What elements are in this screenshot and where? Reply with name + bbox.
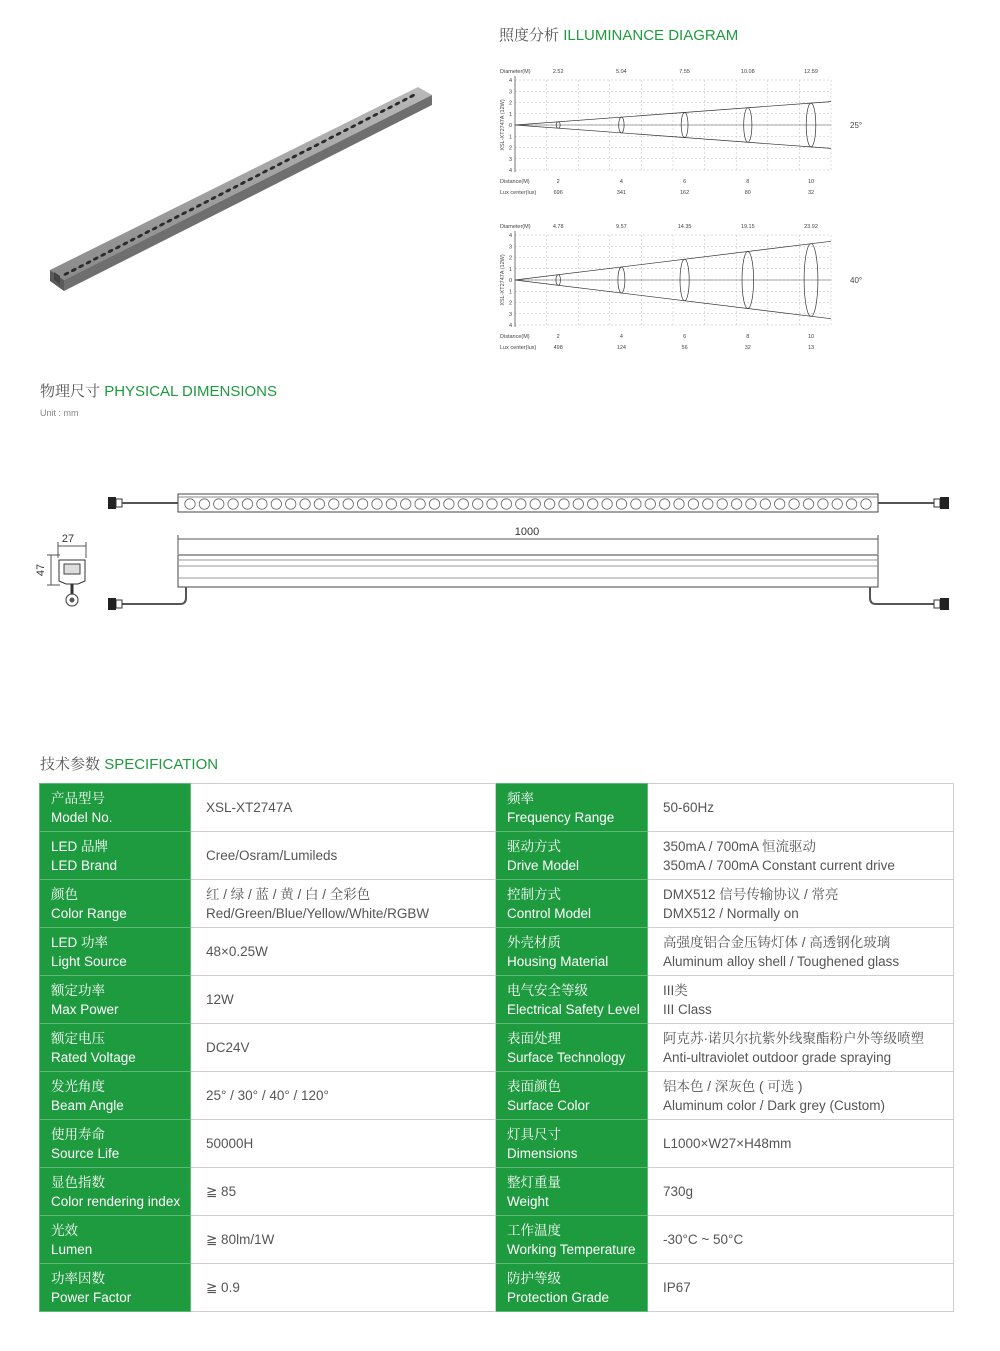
top-led xyxy=(329,499,339,509)
top-led xyxy=(530,499,540,509)
spec-value: 350mA / 700mA 恒流驱动 xyxy=(663,838,817,854)
spec-label-en: Protection Grade xyxy=(507,1289,610,1305)
spec-label-en: Lumen xyxy=(51,1241,93,1257)
lux-label: Lux center(lux) xyxy=(500,190,537,196)
spec-label-cn: 光效 xyxy=(51,1222,78,1238)
spec-value: III类 xyxy=(663,982,688,998)
top-led xyxy=(473,499,483,509)
top-led xyxy=(501,499,511,509)
top-led xyxy=(645,499,655,509)
spec-value-secondary: Red/Green/Blue/Yellow/White/RGBW xyxy=(206,905,430,921)
connector-collar-left-side xyxy=(116,600,122,608)
y-tick-label: 4 xyxy=(508,323,512,329)
spec-label-cell xyxy=(496,1168,648,1216)
illuminance-title xyxy=(499,24,738,45)
spec-label-cn: 颜色 xyxy=(51,886,78,902)
spec-value-cell xyxy=(648,832,954,880)
spec-label-cn: 额定功率 xyxy=(51,982,105,998)
spec-value-cell xyxy=(191,1216,496,1264)
top-led xyxy=(185,499,195,509)
diameter-value: 5.04 xyxy=(616,69,627,75)
top-led xyxy=(803,499,813,509)
spec-value: XSL-XT2747A xyxy=(206,800,293,815)
spec-row xyxy=(40,784,954,832)
top-led xyxy=(573,499,583,509)
spec-value-cell xyxy=(191,1168,496,1216)
spec-value-secondary: Anti-ultraviolet outdoor grade spraying xyxy=(663,1049,892,1065)
spec-label-en: Control Model xyxy=(507,905,592,921)
spec-value: 50-60Hz xyxy=(663,800,715,815)
top-led xyxy=(775,499,785,509)
spec-label-cell xyxy=(40,832,191,880)
product-image xyxy=(40,80,440,310)
diameter-label: Diameter(M) xyxy=(500,69,531,75)
physical-title xyxy=(40,380,277,401)
top-led xyxy=(372,499,382,509)
spec-row xyxy=(40,1120,954,1168)
distance-value: 2 xyxy=(556,179,560,185)
spec-label-en: Electrical Safety Level xyxy=(507,1001,640,1017)
spec-label-en: Dimensions xyxy=(507,1145,578,1161)
spec-value-secondary: 350mA / 700mA Constant current drive xyxy=(663,857,895,873)
top-led xyxy=(760,499,770,509)
diameter-value: 4.78 xyxy=(552,224,564,230)
distance-value: 6 xyxy=(683,179,687,185)
diameter-value: 23.92 xyxy=(804,224,818,230)
connector-right-top xyxy=(940,497,949,509)
connector-collar-right-side xyxy=(934,600,940,608)
spec-label-cn: 灯具尺寸 xyxy=(507,1126,561,1142)
spec-label-en: Color Range xyxy=(51,905,127,921)
lux-value: 341 xyxy=(616,190,626,196)
spec-value: ≧ 0.9 xyxy=(206,1280,240,1295)
top-led xyxy=(257,499,267,509)
spec-row xyxy=(40,880,954,928)
spec-value: DMX512 信号传输协议 / 常亮 xyxy=(663,886,839,902)
y-tick-label: 2 xyxy=(508,100,512,107)
spec-label-cn: 表面处理 xyxy=(507,1030,561,1046)
diameter-value: 2.52 xyxy=(552,69,564,75)
spec-value-cell xyxy=(191,1120,496,1168)
top-led xyxy=(659,499,669,509)
top-led xyxy=(242,499,252,509)
unit-label: Unit : mm xyxy=(40,408,79,418)
y-tick-label: 1 xyxy=(508,289,512,296)
top-led xyxy=(616,499,626,509)
spec-label-cell xyxy=(40,1120,191,1168)
spec-value-cell xyxy=(648,1024,954,1072)
top-led xyxy=(286,499,296,509)
spec-row xyxy=(40,1024,954,1072)
spec-value-cell xyxy=(191,880,496,928)
lux-value: 32 xyxy=(744,345,751,351)
illuminance-title-en: ILLUMINANCE DIAGRAM xyxy=(563,27,739,44)
spec-value-cell xyxy=(648,928,954,976)
distance-label: Distance(M) xyxy=(500,334,530,340)
lux-value: 162 xyxy=(680,190,690,196)
top-led xyxy=(314,499,324,509)
diameter-value: 12.59 xyxy=(804,69,818,75)
top-led xyxy=(789,499,799,509)
spec-value-cell xyxy=(191,928,496,976)
top-led xyxy=(631,499,641,509)
spec-value-cell xyxy=(191,1264,496,1312)
top-led xyxy=(429,499,439,509)
spec-title-cn: 技术参数 xyxy=(40,756,101,773)
top-led xyxy=(688,499,698,509)
y-tick-label: 2 xyxy=(508,255,512,262)
top-led xyxy=(731,499,741,509)
y-tick-label: 1 xyxy=(508,266,512,273)
spec-label-en: Surface Technology xyxy=(507,1049,626,1065)
spec-label-en: Model No. xyxy=(51,809,113,825)
spec-label-en: Rated Voltage xyxy=(51,1049,136,1065)
spec-label-cn: 发光角度 xyxy=(51,1078,105,1094)
spec-value-cell xyxy=(191,1072,496,1120)
spec-label-cn: 使用寿命 xyxy=(51,1126,105,1142)
distance-value: 10 xyxy=(807,179,815,185)
lux-value: 80 xyxy=(744,190,751,196)
spec-label-en: Max Power xyxy=(51,1001,119,1017)
beam-angle-label: 40° xyxy=(850,276,863,285)
top-led xyxy=(386,499,396,509)
spec-value: 730g xyxy=(663,1184,694,1199)
spec-label-cn: 驱动方式 xyxy=(507,838,561,854)
spec-value: 铝本色 / 深灰色 ( 可选 ) xyxy=(663,1078,803,1094)
top-led xyxy=(228,499,238,509)
distance-value: 8 xyxy=(746,334,750,340)
spec-label-cell xyxy=(496,1024,648,1072)
physical-title-cn: 物理尺寸 xyxy=(40,383,101,400)
spec-value-secondary: Aluminum alloy shell / Toughened glass xyxy=(663,953,900,969)
bar-side-face xyxy=(64,95,432,291)
spec-row xyxy=(40,928,954,976)
length-dimension xyxy=(178,526,878,554)
spec-label-cn: 防护等级 xyxy=(507,1270,561,1286)
physical-title-en: PHYSICAL DIMENSIONS xyxy=(104,383,278,400)
connector-collar-left-top xyxy=(116,499,122,507)
spec-value-cell xyxy=(648,1216,954,1264)
top-led xyxy=(415,499,425,509)
y-tick-label: 2 xyxy=(508,145,512,152)
spec-value: ≧ 80lm/1W xyxy=(206,1232,275,1247)
spec-title xyxy=(40,753,218,774)
top-led xyxy=(674,499,684,509)
spec-label-cn: 产品型号 xyxy=(51,790,105,806)
illuminance-diagram-40 xyxy=(495,220,885,360)
spec-label-cell xyxy=(496,1120,648,1168)
diameter-value: 9.57 xyxy=(616,224,627,230)
spec-label-cell xyxy=(40,1072,191,1120)
beam-angle-label: 25° xyxy=(850,121,863,130)
top-led xyxy=(746,499,756,509)
spec-label-cn: 电气安全等级 xyxy=(507,982,588,998)
connector-collar-right-top xyxy=(934,499,940,507)
spec-label-cell xyxy=(496,976,648,1024)
spec-value-cell xyxy=(191,976,496,1024)
spec-value: IP67 xyxy=(663,1280,691,1295)
top-led xyxy=(602,499,612,509)
top-led xyxy=(458,499,468,509)
spec-value: 50000H xyxy=(206,1136,254,1151)
spec-value: -30°C ~ 50°C xyxy=(663,1232,744,1247)
connector-left-side xyxy=(108,598,116,610)
top-led xyxy=(588,499,598,509)
spec-value-secondary: III Class xyxy=(663,1001,712,1017)
spec-value: L1000×W27×H48mm xyxy=(663,1136,792,1151)
distance-value: 10 xyxy=(807,334,815,340)
spec-value-cell xyxy=(648,784,954,832)
cable-right-side xyxy=(870,587,934,604)
model-vertical-label: XSL-XT2747A (12W) xyxy=(500,254,506,306)
spec-label-cell xyxy=(40,784,191,832)
illuminance-diagram-25 xyxy=(495,65,885,205)
distance-value: 6 xyxy=(683,334,687,340)
top-led xyxy=(357,499,367,509)
top-led xyxy=(544,499,554,509)
spec-label-cn: 整灯重量 xyxy=(507,1174,561,1190)
top-led xyxy=(861,499,871,509)
top-led xyxy=(846,499,856,509)
spec-label-cell xyxy=(496,784,648,832)
top-led xyxy=(199,499,209,509)
end-view xyxy=(35,533,86,606)
spec-value: 阿克苏·诺贝尔抗紫外线聚酯粉户外等级喷塑 xyxy=(663,1030,924,1046)
spec-label-cell xyxy=(496,1072,648,1120)
spec-title-en: SPECIFICATION xyxy=(104,756,219,773)
spec-table xyxy=(39,783,954,1312)
spec-label-cell xyxy=(40,880,191,928)
spec-label-en: Power Factor xyxy=(51,1289,132,1305)
diameter-value: 14.35 xyxy=(677,224,692,230)
spec-label-en: Source Life xyxy=(51,1145,120,1161)
lux-value: 32 xyxy=(807,190,815,196)
spec-value-cell xyxy=(648,880,954,928)
diameter-value: 7.55 xyxy=(679,69,690,75)
width-label: 27 xyxy=(61,533,75,545)
spec-label-cell xyxy=(40,976,191,1024)
lux-value: 696 xyxy=(553,190,563,196)
diameter-label: Diameter(M) xyxy=(500,224,531,230)
spec-label-cell xyxy=(40,1168,191,1216)
spec-value-cell xyxy=(648,1120,954,1168)
spec-value-cell xyxy=(648,1264,954,1312)
top-led xyxy=(559,499,569,509)
spec-table-body xyxy=(40,784,954,1312)
distance-label: Distance(M) xyxy=(500,179,530,185)
y-tick-label: 3 xyxy=(508,89,512,96)
top-led xyxy=(401,499,411,509)
spec-label-cn: 表面颜色 xyxy=(507,1078,561,1094)
spec-label-en: Light Source xyxy=(51,953,127,969)
distance-value: 4 xyxy=(619,179,623,185)
spec-label-cn: 外壳材质 xyxy=(507,934,561,950)
spec-label-cn: 控制方式 xyxy=(507,886,561,902)
spec-row xyxy=(40,976,954,1024)
y-tick-label: 0 xyxy=(508,278,512,284)
diameter-value: 10.08 xyxy=(740,69,755,75)
lux-value: 13 xyxy=(807,345,815,351)
spec-value: DC24V xyxy=(206,1040,250,1055)
spec-label-en: Drive Model xyxy=(507,857,580,873)
distance-value: 2 xyxy=(556,334,560,340)
spec-label-en: Housing Material xyxy=(507,953,609,969)
spec-label-en: LED Brand xyxy=(51,857,118,873)
spec-row xyxy=(40,1168,954,1216)
top-led xyxy=(818,499,828,509)
spec-label-en: Weight xyxy=(507,1193,549,1209)
distance-value: 4 xyxy=(619,334,623,340)
spec-value: 48×0.25W xyxy=(206,944,268,959)
spec-value-cell xyxy=(191,832,496,880)
lux-value: 56 xyxy=(681,345,688,351)
connector-right-side xyxy=(940,598,949,610)
spec-value-cell xyxy=(648,1168,954,1216)
lux-value: 498 xyxy=(553,345,563,351)
spec-label-cn: LED 功率 xyxy=(51,934,109,950)
spec-label-cn: 显色指数 xyxy=(51,1174,105,1190)
y-tick-label: 2 xyxy=(508,300,512,307)
profile-window xyxy=(64,564,80,574)
spec-label-cn: 额定电压 xyxy=(51,1030,105,1046)
top-led xyxy=(214,499,224,509)
top-led xyxy=(444,499,454,509)
top-led xyxy=(516,499,526,509)
y-tick-label: 4 xyxy=(508,233,512,239)
spec-row xyxy=(40,1216,954,1264)
height-label: 47 xyxy=(35,563,47,577)
spec-label-cn: 功率因数 xyxy=(51,1270,105,1286)
spec-label-en: Color rendering index xyxy=(51,1193,181,1209)
spec-label-en: Frequency Range xyxy=(507,809,615,825)
y-tick-label: 3 xyxy=(508,156,512,163)
spec-value: 12W xyxy=(206,992,234,1007)
spec-label-cell xyxy=(496,832,648,880)
y-tick-label: 1 xyxy=(508,111,512,118)
top-view xyxy=(108,494,949,512)
spec-value: Cree/Osram/Lumileds xyxy=(206,848,338,863)
spec-label-en: Working Temperature xyxy=(507,1241,636,1257)
top-led xyxy=(487,499,497,509)
spec-row xyxy=(40,1072,954,1120)
spec-value: ≧ 85 xyxy=(206,1184,237,1199)
spec-value-cell xyxy=(648,976,954,1024)
top-led xyxy=(717,499,727,509)
spec-label-cell xyxy=(496,1216,648,1264)
y-tick-label: 3 xyxy=(508,311,512,318)
model-vertical-label: XSL-XT2747A (12W) xyxy=(500,99,506,151)
spec-value-cell xyxy=(191,1024,496,1072)
spec-value-secondary: Aluminum color / Dark grey (Custom) xyxy=(663,1097,886,1113)
top-led xyxy=(343,499,353,509)
spec-label-cn: LED 品牌 xyxy=(51,838,109,854)
spec-row xyxy=(40,1264,954,1312)
illuminance-title-cn: 照度分析 xyxy=(499,27,560,44)
side-view xyxy=(108,555,949,610)
spec-label-cell xyxy=(496,928,648,976)
y-tick-label: 4 xyxy=(508,78,512,84)
cable-left-side xyxy=(122,587,186,604)
spec-label-en: Beam Angle xyxy=(51,1097,124,1113)
spec-label-cell xyxy=(40,1216,191,1264)
spec-value: 红 / 绿 / 蓝 / 黄 / 白 / 全彩色 xyxy=(206,886,371,902)
spec-row xyxy=(40,832,954,880)
spec-label-cell xyxy=(40,1264,191,1312)
length-label: 1000 xyxy=(514,526,540,538)
connector-left-top xyxy=(108,497,116,509)
spec-label-cell xyxy=(40,928,191,976)
top-led xyxy=(300,499,310,509)
spec-label-cell xyxy=(496,1264,648,1312)
top-led xyxy=(832,499,842,509)
spec-label-cell xyxy=(40,1024,191,1072)
top-led xyxy=(271,499,281,509)
spec-value: 高强度铝合金压铸灯体 / 高透钢化玻璃 xyxy=(663,934,891,950)
diameter-value: 19.15 xyxy=(740,224,755,230)
y-tick-label: 4 xyxy=(508,168,512,174)
y-tick-label: 3 xyxy=(508,244,512,251)
y-tick-label: 0 xyxy=(508,123,512,129)
spec-value-secondary: DMX512 / Normally on xyxy=(663,905,799,921)
lux-label: Lux center(lux) xyxy=(500,345,537,351)
y-tick-label: 1 xyxy=(508,134,512,141)
spec-value: 25° / 30° / 40° / 120° xyxy=(206,1088,329,1103)
spec-label-en: Surface Color xyxy=(507,1097,590,1113)
spec-value-cell xyxy=(648,1072,954,1120)
top-led xyxy=(703,499,713,509)
spec-label-cell xyxy=(496,880,648,928)
spec-label-cn: 频率 xyxy=(507,790,534,806)
lux-value: 124 xyxy=(616,345,626,351)
distance-value: 8 xyxy=(746,179,750,185)
profile-connector-pin xyxy=(70,598,75,603)
spec-label-cn: 工作温度 xyxy=(507,1222,561,1238)
dimension-drawing xyxy=(30,480,970,630)
spec-value-cell xyxy=(191,784,496,832)
